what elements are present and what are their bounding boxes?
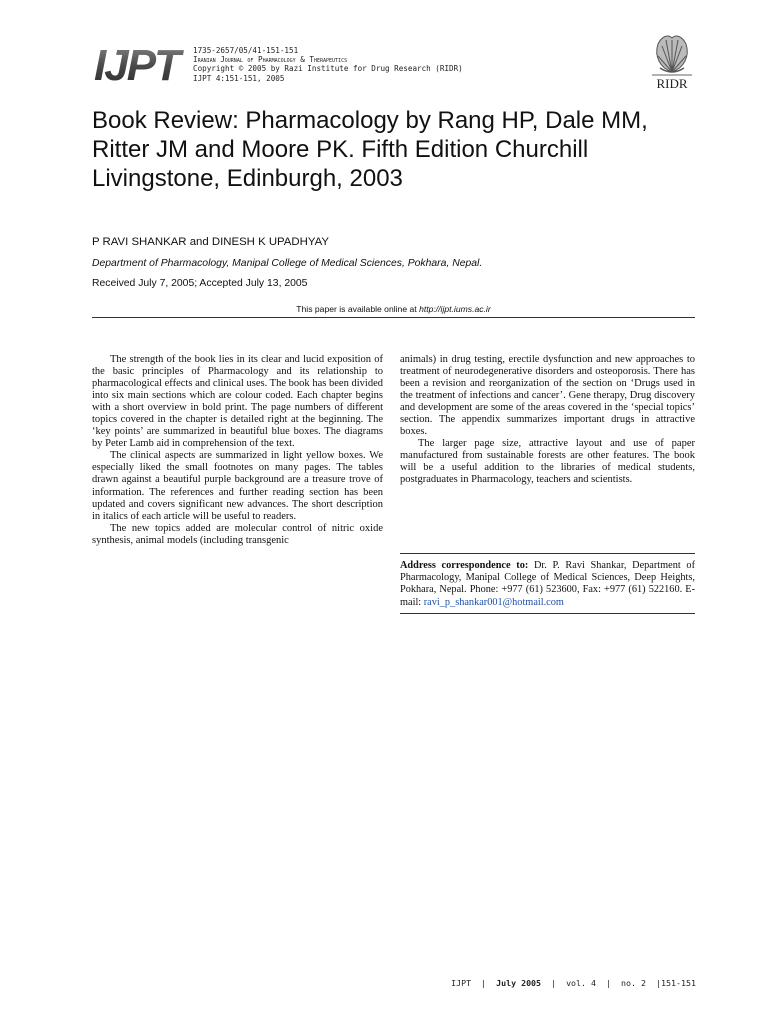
page-footer [420,978,696,988]
correspondence-box [400,553,695,614]
online-url[interactable]: http://ijpt.iums.ac.ir [419,304,491,314]
correspondence-text [400,560,695,609]
footer-volume: vol. 4 [566,978,597,988]
paragraph: The clinical aspects are summarized in light yellow boxes. We especially liked the small footnotes on many pages. The tables drawn against a beautiful purple background are a treasure trove of information. The references and further reading section has been updated and covers significant new advances. The short description in italics of each article will be useful to readers. [92,450,383,522]
ridr-logo-text: RIDR [656,76,688,90]
received-dates: Received July 7, 2005; Accepted July 13, 2005 [92,278,308,289]
issn: 1735-2657/05/41-151-151 [193,46,299,55]
correspondence-label: Address correspondence to: [400,560,529,571]
paragraph: The larger page size, attractive layout and use of paper manufactured from sustainable forests are other features. The book will be a useful addition to the libraries of medical students, postgraduates in Pharmacology, teachers and scientists. [400,438,695,486]
footer-separator: | [481,978,487,988]
online-prefix: This paper is available online at [296,304,420,314]
footer-date: July 2005 [496,978,542,988]
copyright: Copyright © 2005 by Razi Institute for Drug Research (RIDR) [193,64,463,74]
footer-number: no. 2 [621,978,647,988]
footer-pages: 151-151 [661,978,696,988]
body-column-left [92,354,383,547]
paragraph: The strength of the book lies in its clear and lucid exposition of the basic principles of Pharmacology and its relationship to pharmacological effects and clinical uses. The book has been divided into six main sections which are colour coded. Each chapter begins with a short overview in bold print. The page numbers of different topics covered in the chapter is detailed right at the beginning. The ‘key points’ are summarized in beautiful blue boxes. The diagrams by Peter Lamb aid in comprehension of the text. [92,354,383,450]
correspondence-email[interactable]: ravi_p_shankar001@hotmail.com [423,596,564,608]
body-column-right [400,354,695,487]
journal-name: Iranian Journal of Pharmacology & Therapeutics [193,55,348,65]
authors: P RAVI SHANKAR and DINESH K UPADHYAY [92,236,329,248]
footer-separator: | [656,978,662,988]
paragraph: The new topics added are molecular control of nitric oxide synthesis, animal models (including transgenic [92,522,383,546]
paragraph: animals) in drug testing, erectile dysfunction and new approaches to treatment of neurodegenerative disorders and osteoporosis. There has been a revision and reorganization of the section on ‘Drugs used in the treatment of infections and cancer’. Gene therapy, Drug discovery and development are some of the areas covered in the ‘special topics’ section. The appendix summarizes important drugs in attractive boxes. [400,354,695,438]
header-rule [92,317,695,318]
article-title: Book Review: Pharmacology by Rang HP, Dale MM, Ritter JM and Moore PK. Fifth Edition Churchill Livingstone, Edinburgh, 2003 [92,107,648,192]
ridr-logo [646,28,698,90]
footer-separator: | [606,978,612,988]
ijpt-logo [92,40,184,88]
affiliation: Department of Pharmacology, Manipal College of Medical Sciences, Pokhara, Nepal. [92,258,483,269]
footer-separator: | [551,978,557,988]
ijpt-logo-text: IJPT [94,41,179,88]
correspondence-details: Dr. P. Ravi Shankar, Department of Pharmacology, Manipal College of Medical Sciences, Deep Heights, Pokhara, Nepal. Phone: +977 (61) 523600, Fax: +977 (61) 522160. E-mail: [400,560,696,608]
journal-meta [193,46,463,83]
footer-journal: IJPT [451,978,472,988]
citation: IJPT 4:151-151, 2005 [193,73,285,83]
online-availability [92,304,695,314]
